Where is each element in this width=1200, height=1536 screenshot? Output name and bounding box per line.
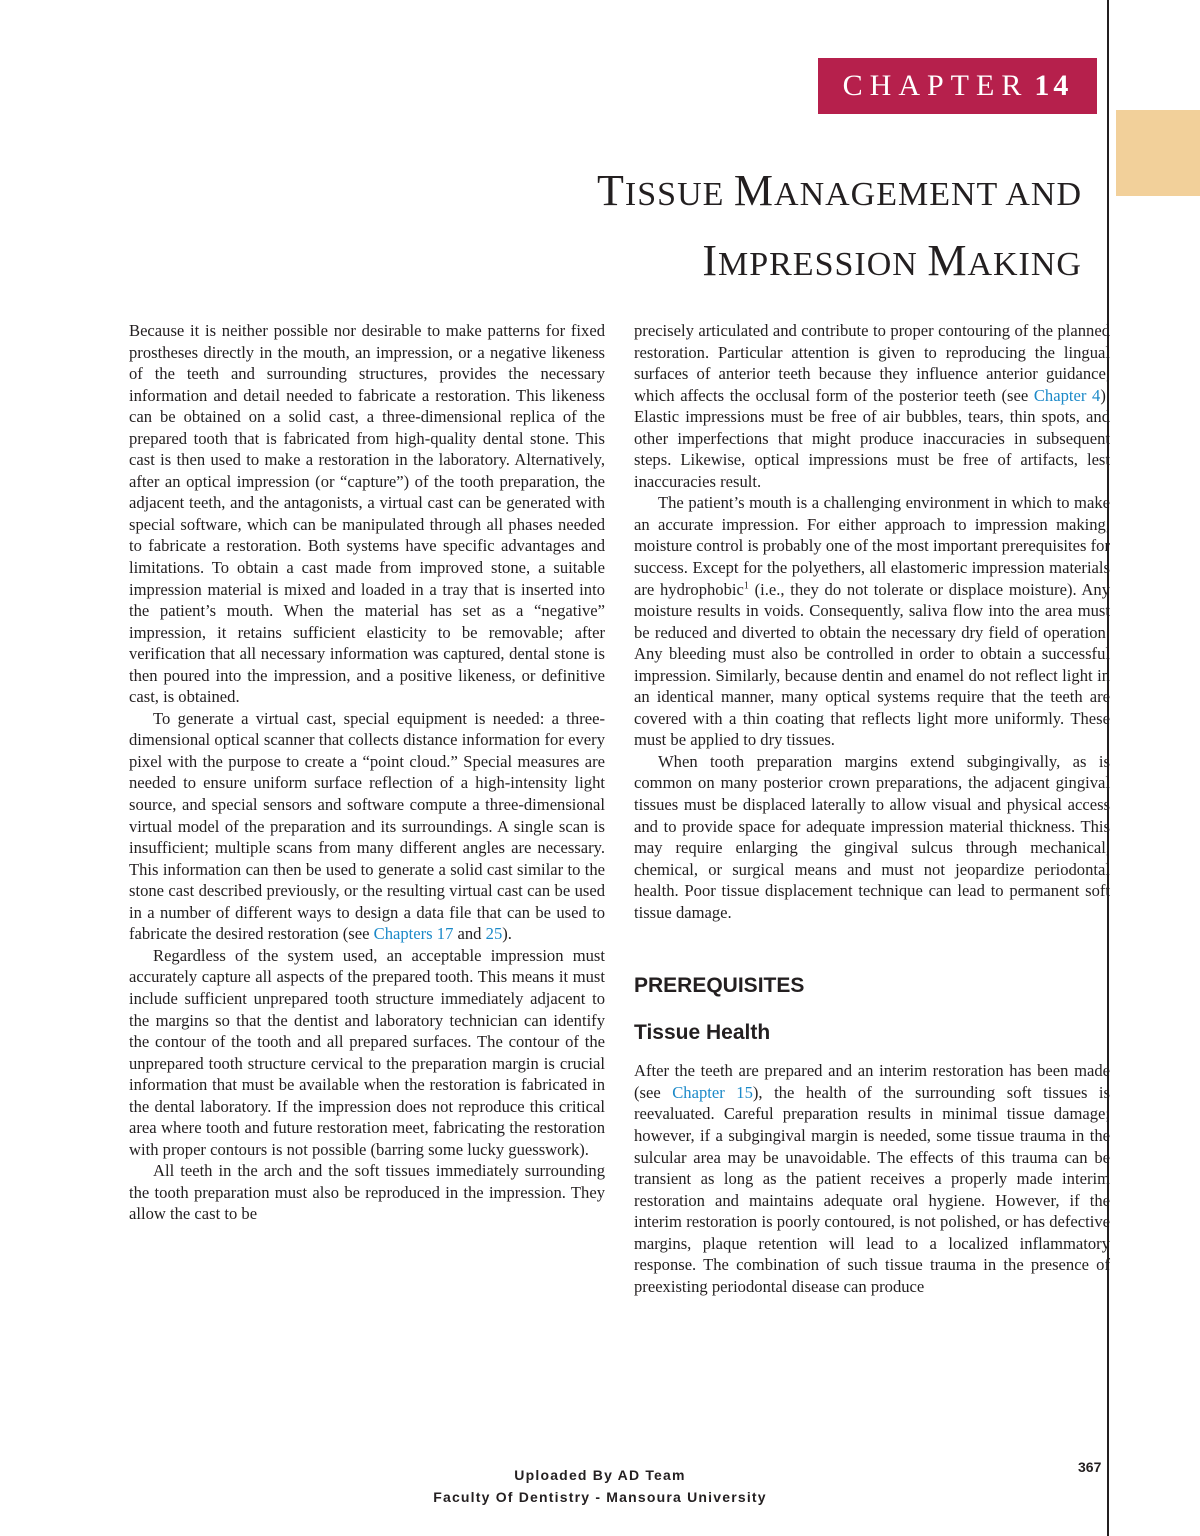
chapter-cross-reference-link[interactable]: Chapters 17 <box>373 924 454 944</box>
text-run: To generate a virtual cast, special equipment is needed: a three-dimensional optical scanner that collects distance information for every pixel with the purpose to create a “point cloud.” Special measures are needed to ensure uniform surface reflection of a high-intensity light source, and special sensors and software compute a three-dimensional virtual model of the preparation and its surroundings. A single scan is insufficient; multiple scans from many different angles are necessary. This information can then be used to generate a solid cast similar to the stone cast described previously, or the resulting virtual cast can be used in a number of different ways to design a data file that can be used to fabricate the desired restoration (see <box>129 708 605 944</box>
text-run: ), the health of the surrounding soft tissues is reevaluated. Careful preparation results in minimal tissue damage; however, if a subgingival margin is needed, some tissue trauma in the sulcular area may be unavoidable. The effects of this trauma can be transient as long as the patient receives a properly made interim restoration and maintains adequate oral hygiene. However, if the interim restoration is poorly contoured, is not polished, or has defective margins, plaque retention will lead to a localized inflammatory response. The combination of such tissue trauma in the presence of preexisting periodontal disease can produce <box>634 1082 1110 1296</box>
chapter-cross-reference-link[interactable]: Chapter 15 <box>672 1082 753 1102</box>
text-run: and <box>453 924 486 944</box>
text-run: precisely articulated and contribute to proper contouring of the planned restoration. Particular attention is given to reproducing the lingual surfaces of anterior teeth because they influence anterior guidance, which affects the occlusal form of the posterior teeth (see <box>634 321 1110 405</box>
chapter-banner <box>818 58 1097 114</box>
chapter-label: CHAPTER <box>842 69 1029 102</box>
chapter-title-line-1 <box>597 158 1082 228</box>
body-paragraph <box>129 1160 605 1225</box>
right-column <box>634 320 1110 1297</box>
title-fragment: M <box>927 236 968 285</box>
body-paragraph <box>634 492 1110 751</box>
text-run: ). <box>502 924 512 944</box>
footnote-marker: 1 <box>743 580 749 592</box>
text-run: The patient’s mouth is a challenging environment in which to make an accurate impression. For either approach to impression making, moisture control is probably one of the most important prerequisites for success. Except for the polyethers, all elastomeric impression materials are hydrophobic <box>634 493 1110 599</box>
text-run: ). Elastic impressions must be free of air bubbles, tears, thin spots, and other imperfections that might produce inaccuracies in subsequent steps. Likewise, optical impressions must be free of artifacts, lest inaccuracies result. <box>634 385 1110 491</box>
chapter-tab-accent <box>1116 110 1200 196</box>
title-fragment: ISSUE <box>624 176 734 213</box>
title-fragment: T <box>597 166 625 215</box>
body-paragraph <box>129 320 605 708</box>
title-fragment: ANAGEMENT AND <box>774 176 1082 213</box>
page-number: 367 <box>1078 1459 1102 1475</box>
title-fragment: I <box>702 236 718 285</box>
title-fragment: AKING <box>967 246 1082 283</box>
title-fragment: MPRESSION <box>717 246 928 283</box>
footer-faculty: Faculty Of Dentistry - Mansoura University <box>433 1489 767 1505</box>
body-paragraph <box>129 945 605 1160</box>
right-column-top-text <box>634 320 1110 923</box>
body-paragraph <box>129 708 605 945</box>
left-column <box>129 320 605 1225</box>
footer-uploader: Uploaded By AD Team <box>514 1467 686 1483</box>
section-heading-prerequisites: PREREQUISITES <box>634 974 805 998</box>
title-fragment: M <box>733 166 775 215</box>
chapter-title-line-2 <box>597 228 1082 298</box>
body-paragraph <box>634 751 1110 923</box>
text-run: When tooth preparation margins extend subgingivally, as is common on many posterior crown preparations, the adjacent gingival tissues must be displaced laterally to allow visual and physical access and to provide space for adequate impression material thickness. This may require enlarging the gingival sulcus through mechanical, chemical, or surgical means and must not jeopardize periodontal health. Poor tissue displacement technique can lead to permanent soft tissue damage. <box>634 751 1110 922</box>
text-run: Because it is neither possible nor desirable to make patterns for fixed prostheses directly in the mouth, an impression, or a negative likeness of the teeth and surrounding structures, provides the necessary information and detail needed to fabricate a restoration. This likeness can be obtained on a solid cast, a three-dimensional replica of the prepared tooth that is fabricated from high-quality dental stone. This cast is then used to make a restoration in the laboratory. Alternatively, after an optical impression (or “capture”) of the tooth preparation, the adjacent teeth, and the antagonists, a virtual cast can be generated with special software, which can be manipulated through all phases needed to fabricate a restoration. Both systems have specific advantages and limitations. To obtain a cast made from improved stone, a suitable impression material is mixed and loaded in a tray that is inserted into the patient’s mouth. When the material has set as a “negative” impression, it retains sufficient elasticity to be removable; after verification that all necessary information was captured, dental stone is then poured into the impression, and a positive likeness, or definitive cast, is obtained. <box>129 321 605 707</box>
text-run: All teeth in the arch and the soft tissues immediately surrounding the tooth preparation must also be reproduced in the impression. They allow the cast to be <box>129 1161 605 1224</box>
text-run: After the teeth are prepared and an interim restoration has been made (see <box>634 1061 1110 1102</box>
subsection-heading-tissue-health: Tissue Health <box>634 1021 771 1045</box>
chapter-cross-reference-link[interactable]: 25 <box>485 924 503 944</box>
text-run: (i.e., they do not tolerate or displace moisture). Any moisture results in voids. Consequently, saliva flow into the area must be reduced and diverted to obtain the necessary dry field of operation. Any bleeding must also be controlled in order to obtain a successful impression. Similarly, because dentin and enamel do not reflect light in an identical manner, many optical systems require that the teeth are covered with a thin coating that reflects light more uniformly. These must be applied to dry tissues. <box>634 579 1110 750</box>
chapter-cross-reference-link[interactable]: Chapter 4 <box>1033 385 1101 405</box>
body-paragraph <box>634 1060 1110 1297</box>
text-run: Regardless of the system used, an acceptable impression must accurately capture all aspects of the prepared tooth. This means it must include sufficient unprepared tooth structure immediately adjacent to the margins so that the dentist and laboratory technician can identify the contour of the tooth and all prepared surfaces. The contour of the unprepared tooth structure cervical to the preparation margin is crucial information that must be available when the restoration is fabricated in the dental laboratory. If the impression does not reproduce this critical area where tooth and future restoration meet, fabricating the restoration with proper contours is not possible (barring some lucky guesswork). <box>129 945 605 1159</box>
chapter-title <box>597 158 1082 298</box>
chapter-number: 14 <box>1034 69 1073 102</box>
right-column-bottom-text <box>634 1060 1110 1297</box>
body-paragraph <box>634 320 1110 492</box>
